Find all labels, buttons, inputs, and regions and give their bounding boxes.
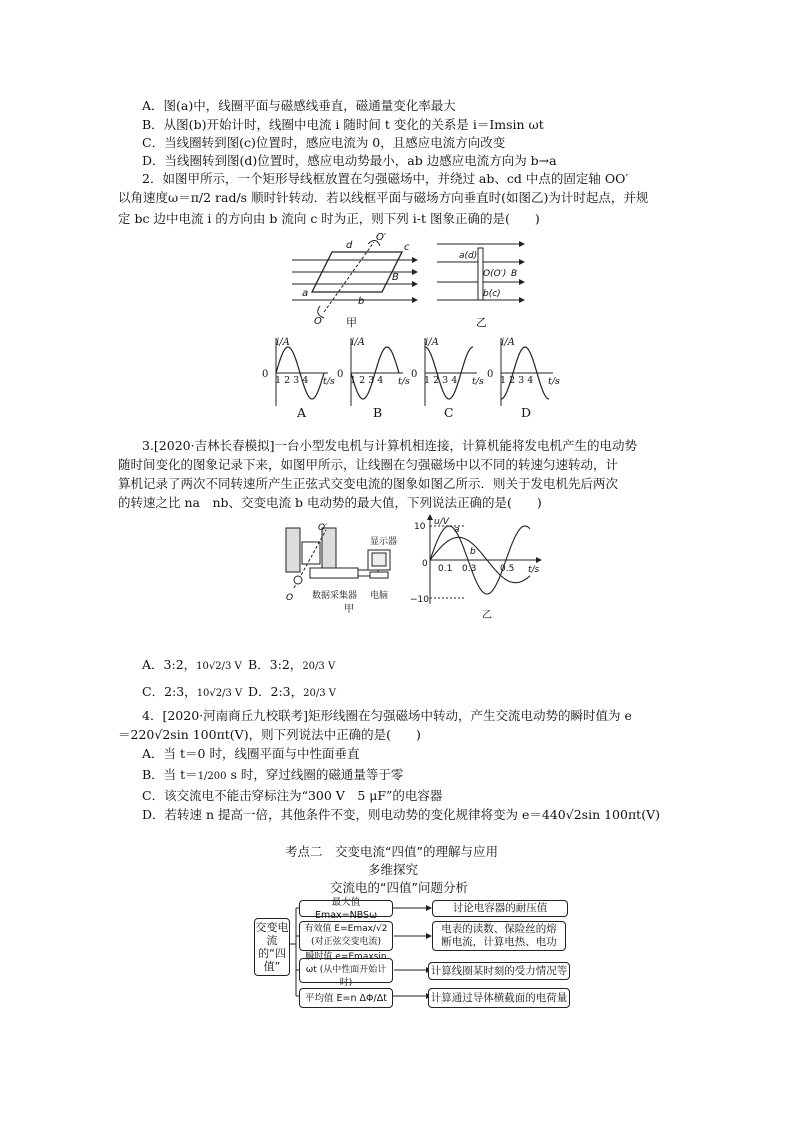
diagram-row4-left: 平均值 E=n ΔΦ/Δt bbox=[299, 988, 393, 1008]
label-o-top: O′ bbox=[376, 232, 387, 243]
ut-tick-1: 0.1 bbox=[438, 564, 453, 574]
q3-figure-generator bbox=[282, 522, 402, 615]
label-bc: b(c) bbox=[483, 289, 501, 299]
q2-graph-origin-d: 0 bbox=[487, 369, 494, 380]
q2-graph-ticks-d: 1 2 3 4 bbox=[500, 375, 534, 386]
section-subheading: 多维探究 bbox=[368, 862, 419, 877]
diagram-row2-left: 有效值 E=Emax/√2 (对正弦交变电流) bbox=[299, 921, 393, 951]
q1-option-a: A．图(a)中，线圈平面与磁感线垂直，磁通量变化率最大 bbox=[142, 98, 456, 113]
label-b: b bbox=[358, 296, 365, 307]
ut-curve-a-label: a bbox=[454, 525, 460, 535]
q2-figure-jia bbox=[292, 232, 422, 327]
q4-stem-line1: 4．[2020·河南商丘九校联考]矩形线圈在匀强磁场中转动，产生交流电动势的瞬时值为 e bbox=[142, 708, 632, 723]
q2-graph-xlabel-a: t/s bbox=[323, 376, 335, 387]
q2-graph-ticks-c: 1 2 3 4 bbox=[424, 375, 458, 386]
q2-graph-xlabel-d: t/s bbox=[548, 376, 560, 387]
q3-stem-line3: 算机记录了两次不同转速所产生正弦式交变电流的图象如图乙所示．则关于发电机先后两次 bbox=[118, 476, 619, 491]
q1-option-d: D．当线圈转到图(d)位置时，感应电动势最小，ab 边感应电流方向为 b→a bbox=[142, 153, 557, 168]
gen-label-o-bottom: O bbox=[286, 593, 294, 603]
q3-option-b: B．3:2，20/3 V bbox=[248, 657, 336, 672]
q2-graph-ticks-b: 1 2 3 4 bbox=[350, 375, 384, 386]
q3-option-c: C．2:3，10√2/3 V bbox=[142, 684, 243, 699]
label-d: d bbox=[346, 240, 353, 251]
q2-stem-line1: 2．如图甲所示，一个矩形导线框放置在匀强磁场中，并绕过 ab、cd 中点的固定轴 OO′ bbox=[142, 171, 629, 186]
q4-option-d: D．若转速 n 提高一倍，其他条件不变，则电动势的变化规律将变为 e＝440√2sin 100πt(V) bbox=[142, 807, 660, 822]
q4-option-a: A．当 t＝0 时，线圈平面与中性面垂直 bbox=[142, 746, 360, 761]
section-heading: 考点二 交变电流“四值”的理解与应用 bbox=[285, 844, 498, 859]
q3-option-a: A．3:2，10√2/3 V bbox=[142, 657, 242, 672]
q2-graph-origin-b: 0 bbox=[337, 369, 344, 380]
diagram-row4-right: 计算通过导体横截面的电荷量 bbox=[428, 988, 570, 1008]
q2-graph-ylabel-b: i/A bbox=[351, 337, 365, 348]
ut-tick-3: 0.5 bbox=[500, 564, 515, 574]
q3-figure-ut-graph bbox=[410, 516, 540, 621]
q4-stem-line2: ＝220√2sin 100πt(V)，则下列说法中正确的是( ) bbox=[118, 727, 421, 742]
q2-graph-ylabel-d: i/A bbox=[501, 337, 515, 348]
label-ad: a(d) bbox=[459, 251, 478, 261]
ut-ylabel: u/V bbox=[434, 517, 449, 527]
q2-figure-yi bbox=[437, 238, 527, 308]
q2-graph-label-a: A bbox=[297, 405, 307, 420]
q3-stem-line4: 的转速之比 na nb、交变电流 b 电动势的最大值，下列说法正确的是( ) bbox=[118, 495, 542, 510]
gen-label-collector: 数据采集器 bbox=[312, 591, 358, 601]
label-o-bottom: O bbox=[314, 316, 322, 327]
q2-stem-line3: 定 bc 边中电流 i 的方向由 b 流向 c 时为正，则下列 i-t 图象正确的是( ) bbox=[118, 211, 540, 226]
label-b-field: B bbox=[392, 272, 399, 283]
q2-graph-ylabel-c: i/A bbox=[425, 337, 439, 348]
gen-label-jia: 甲 bbox=[344, 604, 354, 615]
q4-option-b: B．当 t＝1/200 s 时，穿过线圈的磁通量等于零 bbox=[142, 767, 404, 782]
label-c: c bbox=[404, 242, 410, 253]
diagram-row2-right: 电表的读数、保险丝的熔断电流，计算电热、电功 bbox=[432, 921, 566, 951]
diagram-root-box: 交变电流的“四值” bbox=[254, 918, 290, 976]
q2-graph-xlabel-b: t/s bbox=[398, 376, 410, 387]
gen-label-display: 显示器 bbox=[370, 537, 398, 547]
q2-fig-yi-caption: 乙 bbox=[476, 316, 487, 329]
ut-tick-2: 0.3 bbox=[462, 564, 477, 574]
q2-fig-jia-caption: 甲 bbox=[346, 316, 357, 329]
q2-graph-ticks-a: 1 2 3 4 bbox=[275, 375, 309, 386]
q2-graph-origin-c: 0 bbox=[411, 369, 418, 380]
ut-curve-b-label: b bbox=[470, 547, 476, 557]
diagram-row3-left: 瞬时值 e=Emaxsin ωt (从中性面开始计时) bbox=[299, 958, 393, 983]
label-a: a bbox=[302, 288, 309, 299]
q2-graph-ylabel-a: i/A bbox=[276, 337, 290, 348]
q3-stem-line2: 随时间变化的图象记录下来，如图甲所示，让线圈在匀强磁场中以不同的转速匀速转动，计 bbox=[118, 457, 619, 472]
ut-label-yi: 乙 bbox=[482, 610, 492, 621]
ut-xlabel: t/s bbox=[528, 565, 540, 575]
q4-option-c: C．该交流电不能击穿标注为“300 V 5 μF”的电容器 bbox=[142, 788, 443, 803]
q2-stem-line2: 以角速度ω＝π/2 rad/s 顺时针转动．若以线框平面与磁场方向垂直时(如图乙)为计时起点，并规 bbox=[118, 190, 649, 205]
ut-origin: 0 bbox=[422, 559, 428, 569]
diagram-row3-right: 计算线圈某时刻的受力情况等 bbox=[428, 962, 570, 980]
q3-stem-line1: 3.[2020·吉林长春模拟]一台小型发电机与计算机相连接，计算机能将发电机产生的电动势 bbox=[142, 438, 637, 453]
q2-graph-xlabel-c: t/s bbox=[472, 376, 484, 387]
q2-graph-label-d: D bbox=[521, 405, 532, 420]
ut-ymin: −10 bbox=[410, 595, 429, 605]
ut-ymax: 10 bbox=[414, 522, 426, 532]
q3-option-d: D．2:3，20/3 V bbox=[248, 684, 336, 699]
q2-graph-label-c: C bbox=[444, 405, 454, 420]
q2-graph-label-b: B bbox=[373, 405, 383, 420]
label-b-field-yi: B bbox=[511, 269, 518, 279]
gen-label-computer: 电脑 bbox=[370, 591, 389, 601]
q2-graph-origin-a: 0 bbox=[262, 369, 269, 380]
gen-label-o-top: O′ bbox=[318, 523, 328, 533]
label-oo: O(O′) bbox=[483, 269, 507, 279]
diagram-row1-right: 讨论电容器的耐压值 bbox=[432, 900, 568, 917]
diagram-title: 交流电的“四值”问题分析 bbox=[330, 880, 468, 895]
q1-option-b: B．从图(b)开始计时，线圈中电流 i 随时间 t 变化的关系是 i＝Imsin ωt bbox=[142, 117, 544, 132]
q1-option-c: C．当线圈转到图(c)位置时，感应电流为 0，且感应电流方向改变 bbox=[142, 135, 506, 150]
diagram-row1-left: 最大值 Emax=NBSω bbox=[299, 900, 393, 917]
